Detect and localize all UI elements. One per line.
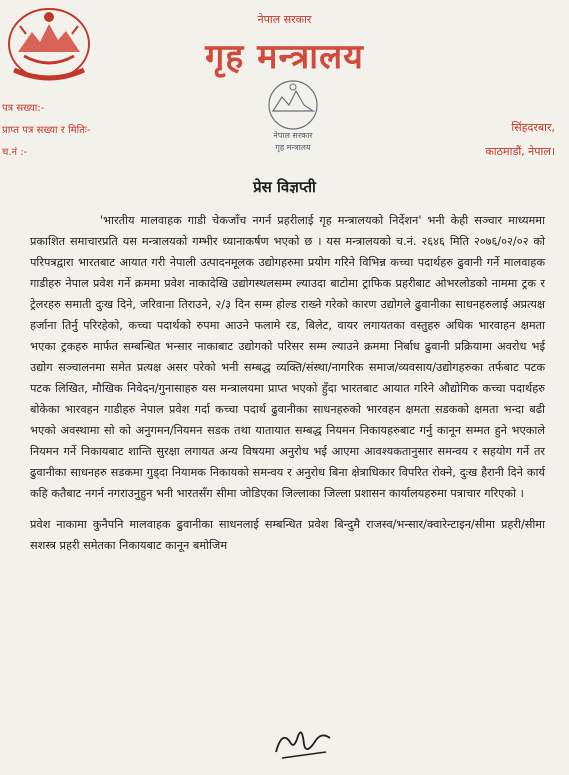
government-heading: नेपाल सरकार [257, 13, 312, 26]
place-line-2: काठमाडौं, नेपाल। [485, 145, 555, 158]
letter-body [30, 210, 545, 556]
body-paragraph-2: प्रवेश नाकामा कुनैपनि मालवाहक ढुवानीका साधनलाई सम्बन्धित प्रवेश बिन्दुमै राजस्व/भन्सार/क्वारेन्टाइन/सीमा प्रहरी/सीमा सशस्त्र प्रहरी समेतका निकायबाट कानून बमोजिम [30, 518, 545, 552]
seal-text-line-2: गृह मन्त्रालय [275, 143, 311, 152]
received-letter-label: प्राप्त पत्र सख्या र मितिः- [2, 125, 91, 136]
letter-number-label: पत्र सख्या:- [2, 103, 45, 114]
dispatch-number-label: च.नं :- [2, 147, 28, 158]
body-paragraph-1: 'भारतीय मालवाहक गाडी चेकजाँच नगर्न प्रहरीलाई गृह मन्त्रालयको निर्देशन' भनी केही सञ्चार माध्यममा प्रकाशित समाचारप्रति यस मन्त्रालयको गम्भीर ध्यानाकर्षण भएको छ । यस मन्त्रालयको च.नं. २६४६ मिति २०७६/०२/०२ को परिपत्रद्वारा भारतबाट आयात गरी नेपाली उत्पादनमूलक उद्योगहरुमा प्रयोग गरिने विभिन्न कच्चा पदार्थहरु ढुवानी गर्ने मालवाहक गाडीहरु नेपाल प्रवेश गर्ने क्रममा प्रवेश नाकादेखि उद्योगस्थलसम्म ल्याउदा बाटोमा ट्राफिक प्रहरीबाट ओभरलोडको नाममा ट्रक र ट्रेलरहरु समाती दुःख दिने, जरिवाना तिराउने, २/३ दिन सम्म होल्ड राख्ने गरेको कारण उद्योगले ढुवानीका साधनहरुलाई अप्रत्यक्ष हर्जाना तिर्नु परिरहेको, कच्चा पदार्थको रुपमा आउने फलामे रड, बिलेट, वायर लगायतका वस्तुहरु अधिक भारवाहन क्षमता भएका ट्रकहरु मार्फत सम्बन्धित भन्सार नाकाबाट उद्योगको परिसर सम्म ल्याउने क्रममा निर्बाध ढुवानी प्रक्रियामा अवरोध भई उद्योग सञ्चालनमा समेत प्रत्यक्ष असर परेको भनी सम्बद्ध व्यक्ति/संस्था/नागरिक समाज/व्यवसाय/उद्योगहरुका तर्फबाट पटक पटक लिखित, मौखिक निवेदन/गुनासाहरु यस मन्त्रालयमा प्राप्त भएको हुँदा भारतबाट आयात गरिने औद्योगिक कच्चा पदार्थहरु बोकेका भारवहन गाडीहरु नेपाल प्रवेश गर्दा कच्चा पदार्थ ढुवानीका साधनहरुको भारवहन क्षमता सडकको क्षमता भन्दा बढी भएको अवस्थामा सो को अनुगमन/नियमन सडक तथा यातायात सम्बद्ध नियमन निकायहरुबाट गर्नु कानून सम्मत हुने भएकाले नियमन गर्ने निकायबाट शान्ति सुरक्षा लगायत अन्य विषयमा अनुरोध भई आएमा आवश्यकतानुसार समन्वय र सहयोग गर्ने तर ढुवानीका साधनहरु सडकमा गुड्दा नियामक निकायको समन्वय र अनुरोध बिना क्षेत्राधिकार विपरित रोक्ने, दुःख हैरानी दिने कार्य कहि कतैबाट नगर्न नगराउनुहुन भनी भारतसँग सीमा जोडिएका जिल्लाका जिल्ला प्रशासन कार्यालयहरुमा पत्राचार गरिएको । [30, 214, 545, 500]
ministry-heading: गृह मन्त्रालय [205, 37, 364, 77]
signature-icon [268, 722, 338, 762]
place-line-1: सिंहदरबार, [511, 121, 555, 134]
ministry-seal-icon [252, 75, 334, 157]
seal-text-line-1: नेपाल सरकार [273, 131, 313, 140]
document-title: प्रेस विज्ञप्ती [253, 178, 316, 196]
